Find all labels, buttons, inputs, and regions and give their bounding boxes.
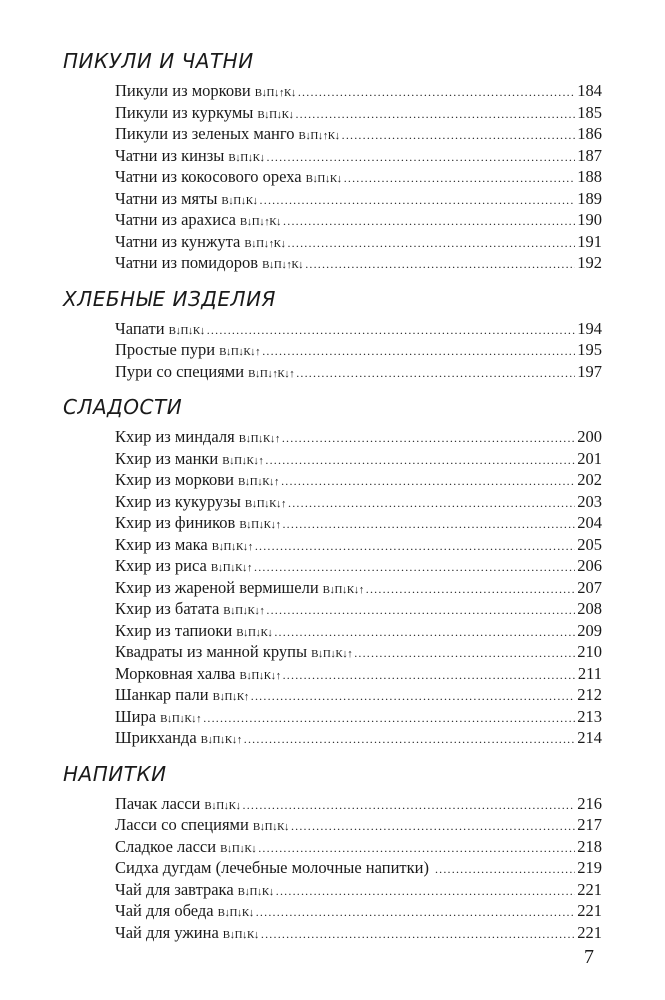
entry-title: Сладкое ласси [115,836,217,856]
table-of-contents [63,44,603,943]
dosha-marks: В↓П↓К↓↑ [239,669,281,682]
dot-leader [203,708,575,730]
toc-section [63,282,603,383]
toc-entry [115,836,602,858]
toc-entry [115,857,602,879]
dot-leader [244,729,575,751]
dot-leader [435,859,575,881]
entry-page-number: 207 [577,577,602,597]
entry-title: Чапати [115,318,165,338]
section-title: ХЛЕБНЫЕ ИЗДЕЛИЯ [63,286,276,311]
dosha-marks: В↓П↓К↓ [221,194,258,207]
entry-title: Квадраты из манной крупы [115,642,308,661]
entry-title: Кхир из миндаля [115,427,235,446]
dosha-marks: В↓П↓К↓↑ [322,583,364,596]
entry-page-number: 195 [577,340,602,359]
entry-page-number: 209 [577,620,602,640]
dot-leader [288,493,575,515]
dot-leader [366,579,575,601]
entry-page-number: 208 [577,599,602,618]
entry-page-number: 202 [577,470,602,489]
dot-leader [258,838,575,860]
entry-title: Чатни из помидоров [115,253,259,272]
toc-entry [115,209,602,231]
dosha-marks: В↓П↓К↓ [236,626,273,639]
entry-page-number: 210 [577,642,602,661]
entry-page-number: 212 [577,685,602,704]
dot-leader [344,168,576,190]
entry-title: Ласси со специями [115,815,249,834]
toc-entry [115,620,602,642]
dosha-marks: В↓П↓↑К↓ [239,216,282,228]
dosha-marks: В↓П↓↑К↓ [254,87,296,99]
entry-page-number: 188 [577,167,602,186]
dosha-marks: В↓П↓К↓ [305,173,342,185]
dosha-marks: В↓П↓К↓ [252,821,289,833]
entry-page-number: 186 [577,124,602,143]
entry-title: Простые пури [115,340,216,359]
entry-page-number: 216 [577,793,602,813]
entry-page-number: 194 [577,318,602,338]
dot-leader [255,536,575,558]
toc-entry [115,102,602,124]
toc-entry [115,491,602,513]
entry-page-number: 190 [577,210,602,229]
toc-entry [115,598,602,620]
entry-page-number: 221 [577,901,602,920]
entry-page-number: 200 [577,427,602,446]
dosha-marks: В↓П↓К↓↑ [160,712,202,725]
entry-title: Шира [115,706,157,726]
dot-leader [287,233,575,255]
entry-page-number: 189 [577,188,602,208]
entry-title: Шанкар пали [115,685,209,704]
entry-page-number: 217 [577,815,602,834]
section-title: ПИКУЛИ И ЧАТНИ [63,49,254,73]
entry-title: Пури со специями [115,361,245,381]
dot-leader [267,147,576,169]
dosha-marks: В↓П↓↑К↓ [262,259,304,271]
entry-page-number: 206 [577,556,602,575]
dot-leader [296,363,575,385]
entry-page-number: 191 [577,231,602,251]
entry-title: Чатни из кинзы [115,145,225,165]
dosha-marks: В↓П↓↑К↓ [298,130,340,142]
toc-section [63,44,603,274]
toc-entry [115,188,602,210]
dosha-marks: В↓П↓К↓↑ [222,454,264,467]
entry-page-number: 197 [577,361,602,381]
entry-title: Чатни из кунжута [115,231,241,251]
entry-page-number: 184 [577,81,602,100]
dosha-marks: В↓П↓К↓↑ [244,497,287,510]
entry-title: Чай для обеда [115,901,214,920]
entry-page-number: 185 [577,102,602,122]
entry-title: Чай для завтрака [115,879,234,899]
toc-entry [115,426,602,448]
entry-title: Чатни из арахиса [115,210,236,229]
dot-leader [251,686,575,708]
entry-title: Пачак ласси [115,793,201,813]
entry-title: Морковная халва [115,663,236,683]
toc-entry [115,231,602,253]
entry-page-number: 211 [577,663,602,683]
dot-leader [305,254,575,276]
entry-title: Кхир из тапиоки [115,620,233,640]
dot-leader [282,514,575,536]
entry-title: Кхир из мака [115,534,208,554]
entry-page-number: 221 [577,879,602,899]
toc-entry [115,361,602,383]
toc-entry [115,80,602,102]
dot-leader [254,557,575,579]
dosha-marks: В↓П↓К↓↑ [238,433,280,445]
dosha-marks: В↓П↓К↓↑ [239,519,281,531]
dot-leader [283,211,575,233]
toc-entry [115,663,602,685]
entry-title: Кхир из моркови [115,470,234,489]
entry-title: Сидха дугдам (лечебные молочные напитки) [115,858,429,877]
dot-leader [354,643,575,665]
entry-title: Чатни из мяты [115,188,218,208]
dot-leader [281,471,575,493]
toc-entry [115,512,602,534]
dosha-marks: В↓П↓К↓↑ [311,648,353,660]
toc-entry [115,123,602,145]
dosha-marks: В↓П↓↑К↓ [244,237,286,250]
dosha-marks: В↓П↓К↓↑ [211,540,253,553]
entry-title: Пикули из моркови [115,81,251,100]
entry-page-number: 204 [577,513,602,532]
dosha-marks: В↓П↓К↓↑ [237,476,280,488]
dot-leader [282,428,575,450]
toc-entry [115,145,602,167]
entry-title: Чатни из кокосового ореха [115,167,302,186]
entry-page-number: 213 [577,706,602,726]
dosha-marks: В↓П↓К↓ [257,108,294,121]
dosha-marks: В↓П↓К↓ [220,842,257,855]
entry-page-number: 219 [577,858,602,877]
toc-entry [115,252,602,274]
toc-entry [115,706,602,728]
dot-leader [261,924,575,946]
entry-title: Шрикханда [115,728,197,747]
dosha-marks: В↓П↓К↓ [228,151,265,164]
dot-leader [291,816,575,838]
section-title: НАПИТКИ [63,761,167,786]
toc-section [63,390,603,749]
dot-leader [276,881,575,903]
entry-page-number: 203 [577,491,602,511]
dosha-marks: В↓П↓К↓↑ [200,734,242,746]
entry-page-number: 221 [577,922,602,942]
entry-title: Кхир из жареной вермишели [115,577,319,597]
section-title: СЛАДОСТИ [63,395,183,419]
dot-leader [256,902,576,924]
toc-entry [115,814,602,836]
dosha-marks: В↓П↓К↓↑ [219,346,261,358]
dot-leader [265,450,575,472]
entry-page-number: 201 [577,448,602,468]
entry-page-number: 192 [577,253,602,272]
toc-entry [115,555,602,577]
toc-entry [115,534,602,556]
dot-leader [342,125,576,147]
toc-entry [115,922,602,944]
dot-leader [266,600,575,622]
dosha-marks: В↓П↓К↓↑ [210,562,252,574]
dot-leader [262,341,575,363]
dosha-marks: В↓П↓К↑ [212,691,249,703]
entry-title: Пикули из зеленых манго [115,124,295,143]
toc-entry [115,448,602,470]
toc-entry [115,641,602,663]
dosha-marks: В↓П↓К↓ [237,885,274,898]
toc-entry [115,900,602,922]
entry-title: Кхир из риса [115,556,207,575]
dot-leader [274,622,575,644]
dot-leader [243,795,576,817]
entry-page-number: 187 [577,145,602,165]
dosha-marks: В↓П↓К↓ [168,324,205,337]
dot-leader [283,665,576,687]
dosha-marks: В↓П↓К↓ [217,907,254,919]
dot-leader [260,190,576,212]
dot-leader [207,320,576,342]
entry-title: Кхир из батата [115,599,220,618]
toc-entry [115,684,602,706]
entry-title: Чай для ужина [115,922,219,942]
entry-title: Пикули из куркумы [115,102,254,122]
dosha-marks: В↓П↓К↓ [222,928,259,941]
dosha-marks: В↓П↓К↓ [204,799,241,812]
toc-entry [115,577,602,599]
toc-entry [115,318,602,340]
toc-entry [115,793,602,815]
toc-section [63,757,603,944]
dot-leader [298,82,575,104]
dot-leader [295,104,575,126]
dosha-marks: В↓П↓↑К↓↑ [248,367,295,380]
toc-entry [115,879,602,901]
dosha-marks: В↓П↓К↓↑ [223,605,265,617]
toc-entry [115,727,602,749]
entry-title: Кхир из кукурузы [115,491,241,511]
toc-entry [115,339,602,361]
toc-entry [115,166,602,188]
page-number: 7 [584,946,594,968]
entry-page-number: 218 [577,836,602,856]
entry-page-number: 205 [577,534,602,554]
toc-entry [115,469,602,491]
entry-page-number: 214 [577,728,602,747]
entry-title: Кхир из фиников [115,513,236,532]
entry-title: Кхир из манки [115,448,219,468]
